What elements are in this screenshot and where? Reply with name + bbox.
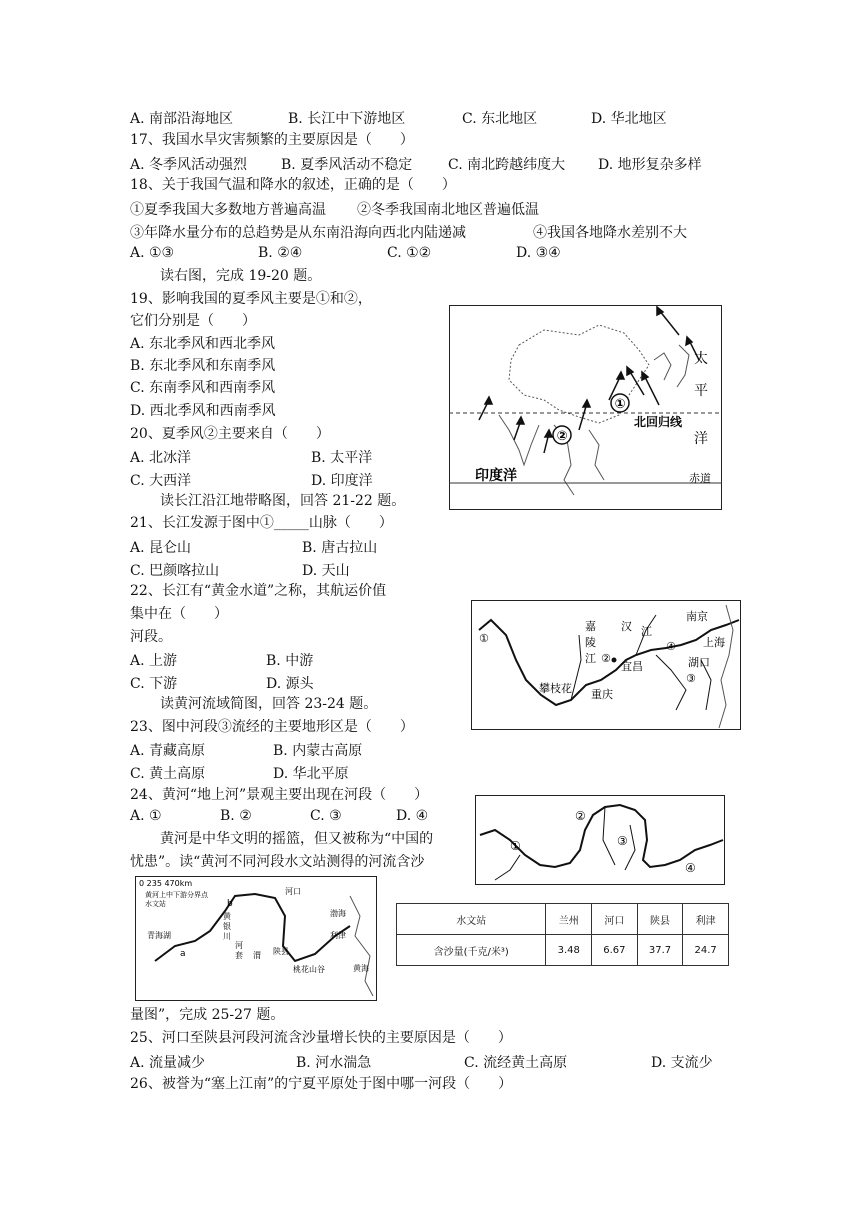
q21-stem: 21、长江发源于图中①_____山脉（ ）	[130, 515, 393, 531]
q17-option-d: D. 地形复杂多样	[598, 157, 702, 173]
map2-panzhihua: 攀枝花	[539, 682, 572, 695]
map1-equator-label: 赤道	[689, 472, 711, 485]
para25-line2: 忧患”。读“黄河不同河段水文站测得的河流含沙	[130, 854, 425, 870]
map1-pacific-1: 太	[694, 351, 708, 367]
table-row	[397, 935, 729, 966]
yangtze-map	[471, 600, 741, 730]
q24-stem: 24、黄河“地上河”景观主要出现在河段（ ）	[130, 787, 429, 803]
table-cell: 6.67	[592, 935, 638, 966]
q19-option-a: A. 东北季风和西北季风	[130, 336, 276, 352]
table-cell: 24.7	[683, 935, 729, 966]
q16-option-d: D. 华北地区	[591, 111, 667, 127]
q23-option-b: B. 内蒙古高原	[273, 743, 363, 759]
q18-option-b: B. ②④	[258, 245, 303, 261]
map4-lijin: 利津	[330, 931, 346, 940]
intro-23-24: 读黄河流域简图，回答 23-24 题。	[160, 696, 378, 712]
q18-option-d: D. ③④	[516, 245, 561, 261]
map4-legend-1: 黄河上中下游分界点	[145, 891, 208, 899]
map2-ling: 陵	[585, 636, 596, 649]
map2-jiang2: 江	[641, 625, 652, 638]
q22-stem-line3: 河段。	[130, 629, 172, 645]
q19-stem-line2: 它们分别是（ ）	[130, 313, 256, 329]
map2-jia: 嘉	[585, 620, 596, 633]
q22-stem-line1: 22、长江有“黄金水道”之称，其航运价值	[130, 583, 387, 599]
intro-19-20: 读右图，完成 19-20 题。	[160, 268, 322, 284]
map2-c3: ③	[686, 672, 696, 685]
map1-marker-2: ②	[556, 429, 568, 444]
yellow-river-map	[475, 795, 725, 885]
map1-pacific-3: 洋	[694, 431, 708, 447]
q25-option-c: C. 流经黄土高原	[464, 1055, 568, 1071]
q22-option-b: B. 中游	[266, 653, 314, 669]
map3-c4: ④	[685, 861, 696, 875]
map4-shanxian: 陕县	[273, 947, 289, 956]
q17-option-a: A. 冬季风活动强烈	[130, 157, 248, 173]
sediment-table	[396, 903, 729, 966]
q25-stem: 25、河口至陕县河段河流含沙量增长快的主要原因是（ ）	[130, 1030, 512, 1046]
map4-legend-2: 水文站	[145, 900, 166, 908]
q25-option-b: B. 河水湍急	[296, 1055, 372, 1071]
q25-option-d: D. 支流少	[651, 1055, 713, 1071]
table-header-row	[397, 904, 729, 935]
q18-stem: 18、关于我国气温和降水的叙述，正确的是（ ）	[130, 177, 456, 193]
q21-option-c: C. 巴颜喀拉山	[130, 563, 220, 579]
q25-option-a: A. 流量减少	[130, 1055, 206, 1071]
q19-stem-line1: 19、影响我国的夏季风主要是①和②，	[130, 291, 372, 307]
q23-option-d: D. 华北平原	[273, 766, 349, 782]
table-header: 陕县	[637, 904, 683, 935]
map4-huanghai: 黄海	[353, 964, 369, 973]
map4-yin: 银	[223, 922, 231, 931]
map4-wei: 渭	[253, 951, 261, 960]
table-header: 水文站	[397, 904, 546, 935]
map2-c2: ②	[601, 652, 611, 665]
map1-indian-ocean: 印度洋	[475, 468, 517, 484]
map2-chongqing: 重庆	[591, 688, 613, 701]
q20-option-a: A. 北冰洋	[130, 450, 192, 466]
map4-huang: 黄	[223, 912, 231, 921]
q17-stem: 17、我国水旱灾害频繁的主要原因是（ ）	[130, 132, 414, 148]
map1-marker-1: ①	[614, 397, 626, 412]
map4-b: b	[227, 899, 233, 909]
table-cell: 37.7	[637, 935, 683, 966]
map4-taohua: 桃花山谷	[293, 965, 325, 974]
q17-option-c: C. 南北跨越纬度大	[448, 157, 566, 173]
sediment-map	[135, 876, 377, 1001]
monsoon-map	[449, 305, 722, 510]
map4-he: 河	[235, 941, 243, 950]
q24-option-d: D. ④	[396, 808, 429, 824]
q19-option-b: B. 东北季风和东南季风	[130, 358, 276, 374]
q23-option-c: C. 黄土高原	[130, 766, 206, 782]
q24-option-a: A. ①	[130, 808, 162, 824]
map4-qinghai: 青海湖	[147, 931, 171, 940]
intro-21-22: 读长江沿江地带略图，回答 21-22 题。	[160, 493, 406, 509]
map2-jiang: 江	[585, 652, 596, 665]
map4-bohai: 渤海	[330, 909, 346, 918]
q18-statement-3: ③年降水量分布的总趋势是从东南沿海向西北内陆递减	[130, 225, 466, 241]
para25-line1: 黄河是中华文明的摇篮，但又被称为“中国的	[160, 831, 434, 847]
q24-option-b: B. ②	[220, 808, 252, 824]
q24-option-c: C. ③	[310, 808, 342, 824]
q22-option-c: C. 下游	[130, 676, 178, 692]
map2-c4: ④	[666, 640, 676, 653]
q22-option-a: A. 上游	[130, 653, 178, 669]
table-cell: 3.48	[546, 935, 592, 966]
q21-option-d: D. 天山	[302, 563, 350, 579]
q16-option-a: A. 南部沿海地区	[130, 111, 234, 127]
map3-c2: ②	[575, 809, 586, 823]
q18-statement-2: ②冬季我国南北地区普遍低温	[357, 202, 539, 218]
map4-tao: 套	[235, 951, 243, 960]
q20-stem: 20、夏季风②主要来自（ ）	[130, 426, 330, 442]
map1-tropic-label: 北回归线	[634, 415, 683, 429]
map2-han: 汉	[621, 620, 632, 633]
map2-hukou: 湖口	[688, 656, 710, 669]
map2-c1: ①	[479, 632, 489, 645]
q23-option-a: A. 青藏高原	[130, 743, 206, 759]
table-row-label: 含沙量(千克/米³)	[397, 935, 546, 966]
map3-c1: ①	[510, 839, 521, 853]
q19-option-d: D. 西北季风和西南季风	[130, 403, 276, 419]
map3-c3: ③	[617, 834, 628, 848]
map2-shanghai: 上海	[703, 636, 725, 649]
map4-a: a	[180, 949, 186, 959]
map2-nanjing: 南京	[686, 610, 708, 623]
q26-stem: 26、被誉为“塞上江南”的宁夏平原处于图中哪一河段（ ）	[130, 1076, 513, 1092]
q22-stem-line2: 集中在（ ）	[130, 606, 228, 622]
q16-option-c: C. 东北地区	[462, 111, 538, 127]
q22-option-d: D. 源头	[266, 676, 314, 692]
map2-yichang: 宜昌	[621, 660, 643, 673]
q20-option-c: C. 大西洋	[130, 473, 192, 489]
q18-statement-1: ①夏季我国大多数地方普遍高温	[130, 202, 326, 218]
q21-option-b: B. 唐古拉山	[302, 540, 378, 556]
q20-option-d: D. 印度洋	[311, 473, 373, 489]
q16-option-b: B. 长江中下游地区	[288, 111, 406, 127]
q23-stem: 23、图中河段③流经的主要地形区是（ ）	[130, 719, 414, 735]
table-header: 兰州	[546, 904, 592, 935]
q21-option-a: A. 昆仑山	[130, 540, 192, 556]
q19-option-c: C. 东南季风和西南季风	[130, 380, 276, 396]
table-header: 河口	[592, 904, 638, 935]
q18-option-a: A. ①③	[130, 245, 175, 261]
map1-pacific-2: 平	[694, 383, 708, 399]
q20-option-b: B. 太平洋	[311, 450, 373, 466]
map4-scale: 0 235 470km	[139, 879, 193, 888]
map4-hekou: 河口	[285, 887, 301, 896]
q17-option-b: B. 夏季风活动不稳定	[281, 157, 413, 173]
q18-option-c: C. ①②	[387, 245, 432, 261]
table-header: 利津	[683, 904, 729, 935]
para25-line3: 量图”，完成 25-27 题。	[130, 1007, 285, 1023]
q18-statement-4: ④我国各地降水差别不大	[533, 225, 687, 241]
map4-chuan: 川	[223, 932, 231, 941]
